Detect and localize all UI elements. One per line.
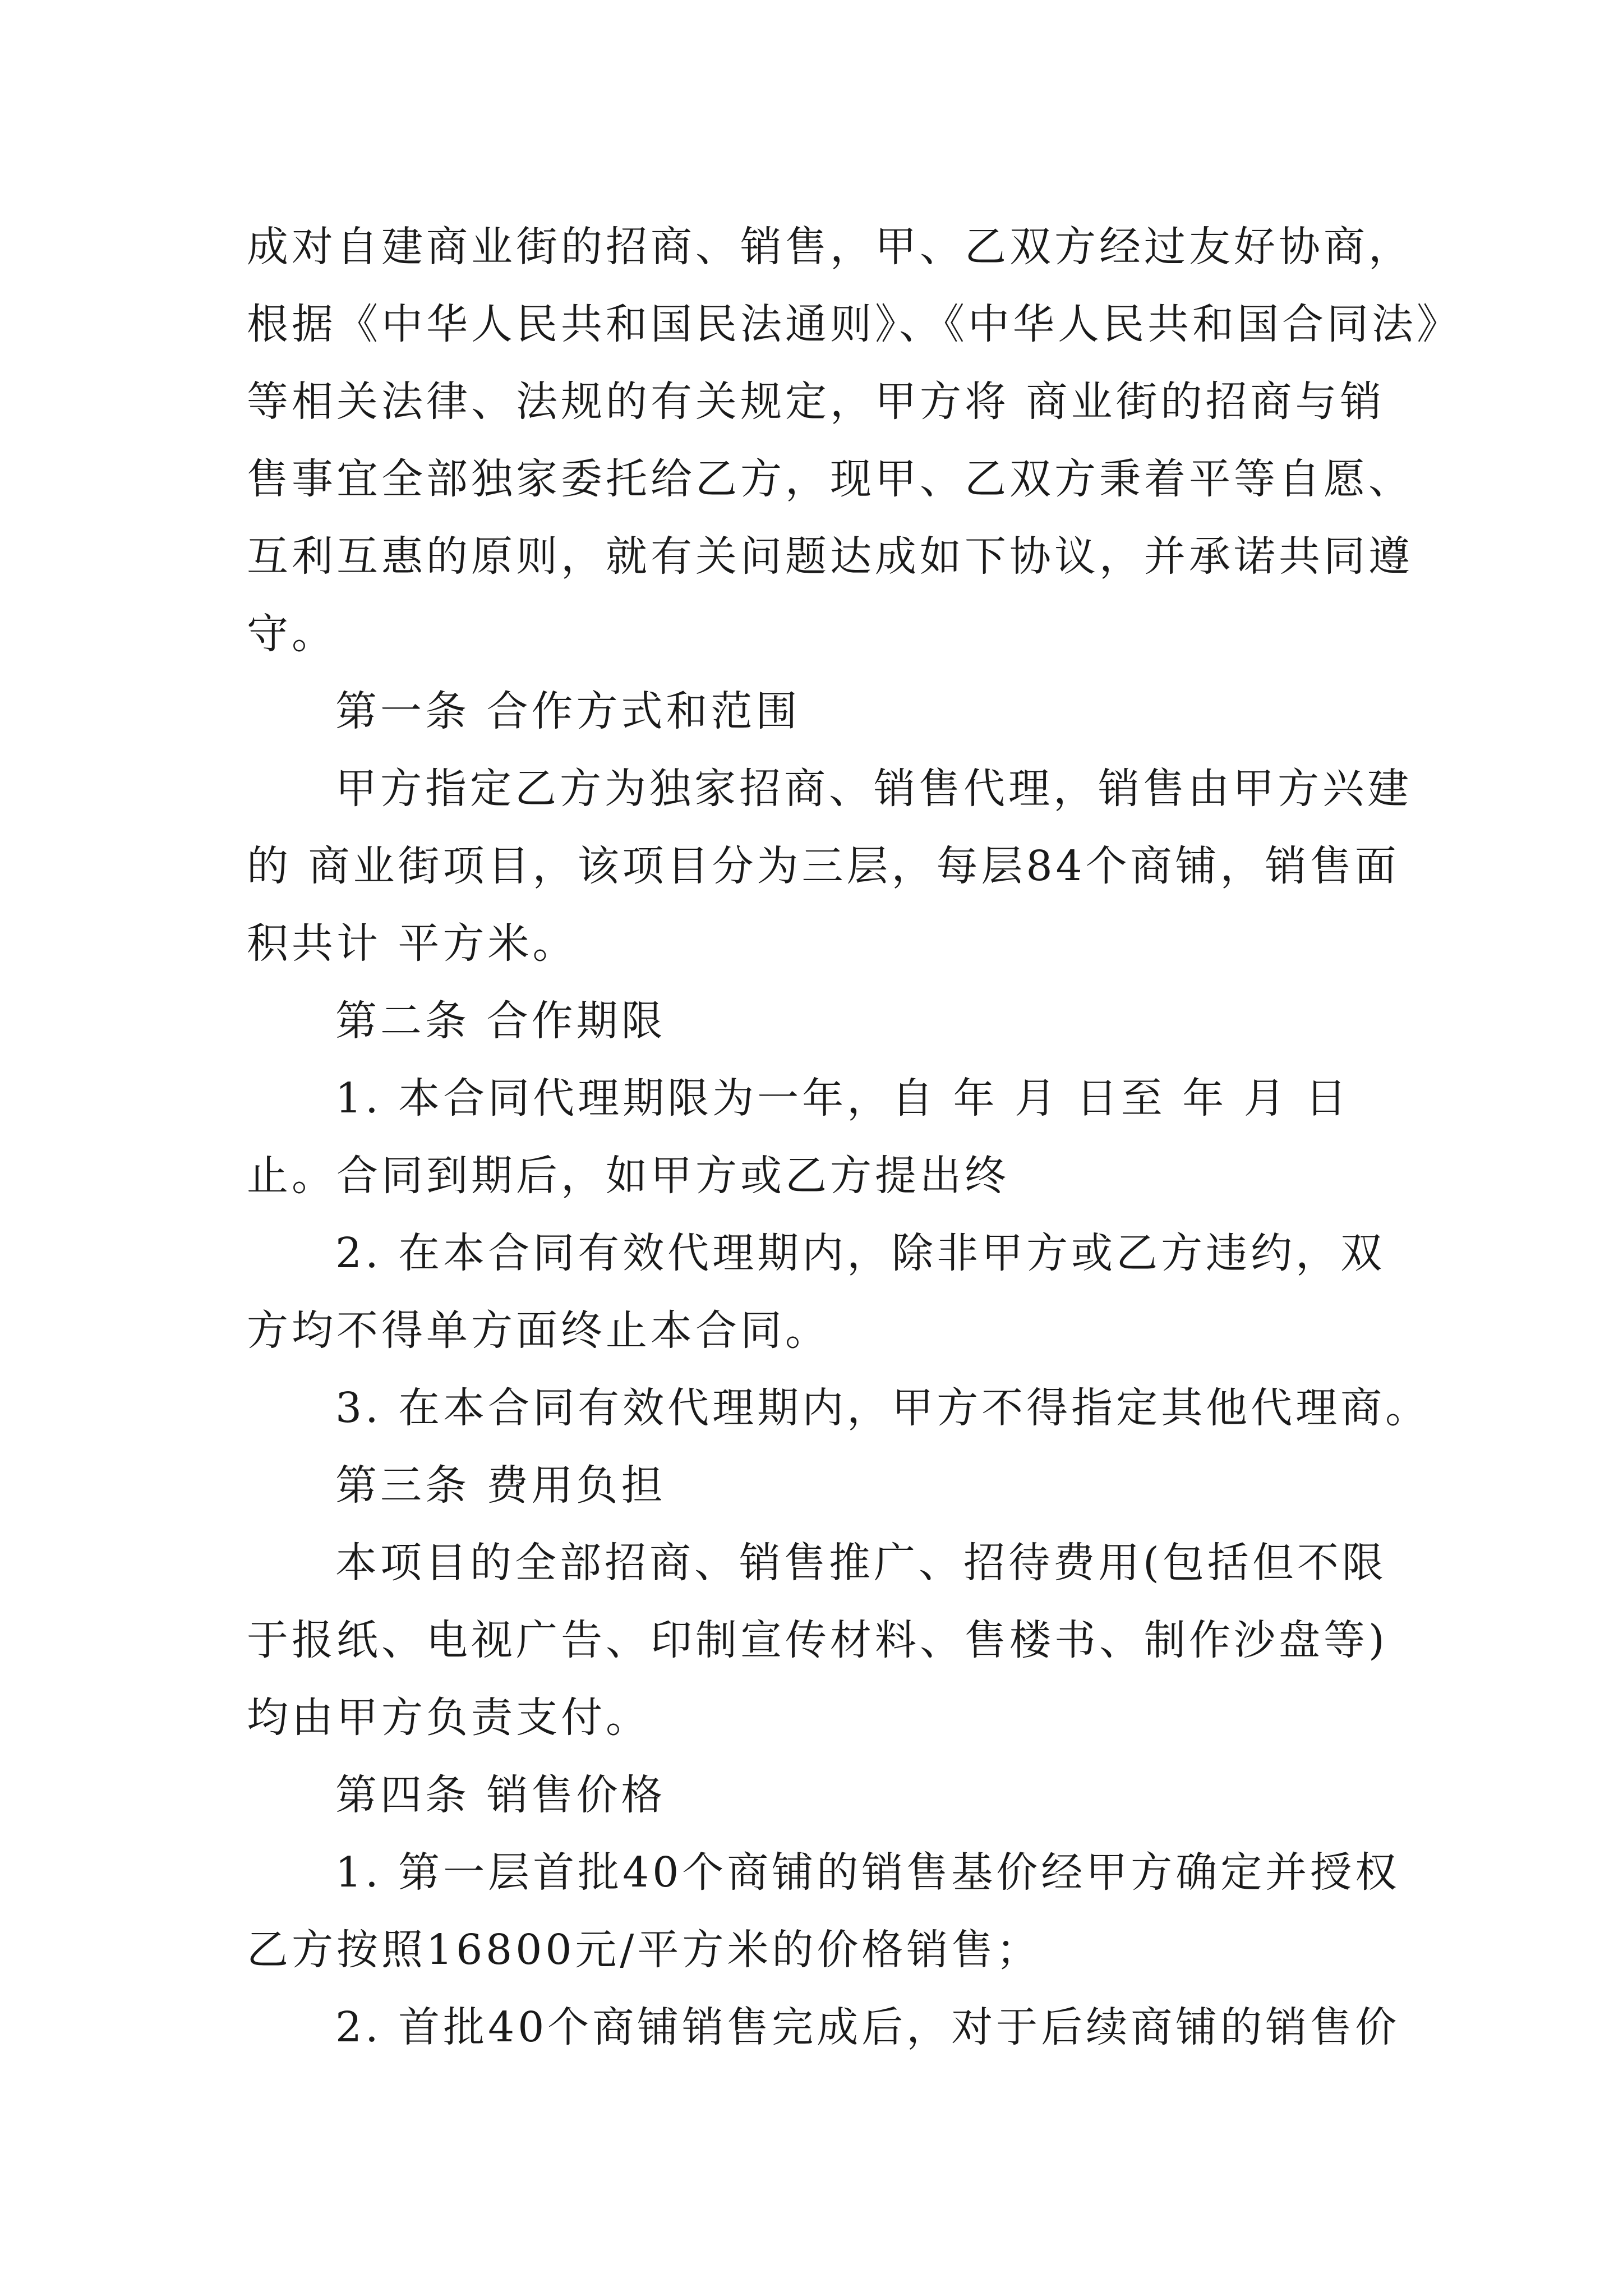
section-heading: 第一条 合作方式和范围 bbox=[335, 687, 801, 735]
text-line: 根据《中华人民共和国民法通则》、《中华人民共和国合同法》 bbox=[247, 300, 1461, 348]
section-heading: 第四条 销售价格 bbox=[335, 1771, 666, 1819]
text-line: 本项目的全部招商、销售推广、招待费用(包括但不限 bbox=[335, 1539, 1387, 1587]
section-heading: 第三条 费用负担 bbox=[335, 1461, 666, 1510]
text-line: 2. 在本合同有效代理期内，除非甲方或乙方违约，双 bbox=[335, 1229, 1386, 1277]
text-line: 均由甲方负责支付。 bbox=[247, 1694, 651, 1742]
text-line: 成对自建商业街的招商、销售，甲、乙双方经过友好协商， bbox=[247, 223, 1413, 271]
text-line: 积共计 平方米。 bbox=[247, 919, 578, 968]
text-line: 于报纸、电视广告、印制宣传材料、售楼书、制作沙盘等) bbox=[247, 1616, 1388, 1664]
text-line: 互利互惠的原则，就有关问题达成如下协议，并承诺共同遵 bbox=[247, 532, 1413, 581]
text-line: 的 商业街项目，该项目分为三层，每层84个商铺，销售面 bbox=[247, 842, 1400, 890]
text-line: 2. 首批40个商铺销售完成后，对于后续商铺的销售价 bbox=[335, 2003, 1400, 2051]
text-line: 守。 bbox=[247, 610, 336, 658]
text-line: 售事宜全部独家委托给乙方，现甲、乙双方秉着平等自愿、 bbox=[247, 455, 1413, 503]
text-line: 3. 在本合同有效代理期内，甲方不得指定其他代理商。 bbox=[335, 1384, 1431, 1432]
text-line: 乙方按照16800元/平方米的价格销售； bbox=[247, 1926, 1041, 1974]
text-line: 等相关法律、法规的有关规定，甲方将 商业街的招商与销 bbox=[247, 378, 1385, 426]
text-line: 止。合同到期后，如甲方或乙方提出终 bbox=[247, 1152, 1009, 1200]
text-line: 甲方指定乙方为独家招商、销售代理，销售由甲方兴建 bbox=[335, 765, 1412, 813]
text-line: 方均不得单方面终止本合同。 bbox=[247, 1306, 830, 1355]
section-heading: 第二条 合作期限 bbox=[335, 997, 666, 1045]
text-line: 1. 本合同代理期限为一年，自 年 月 日至 年 月 日 bbox=[335, 1074, 1350, 1122]
text-line: 1. 第一层首批40个商铺的销售基价经甲方确定并授权 bbox=[335, 1848, 1400, 1897]
